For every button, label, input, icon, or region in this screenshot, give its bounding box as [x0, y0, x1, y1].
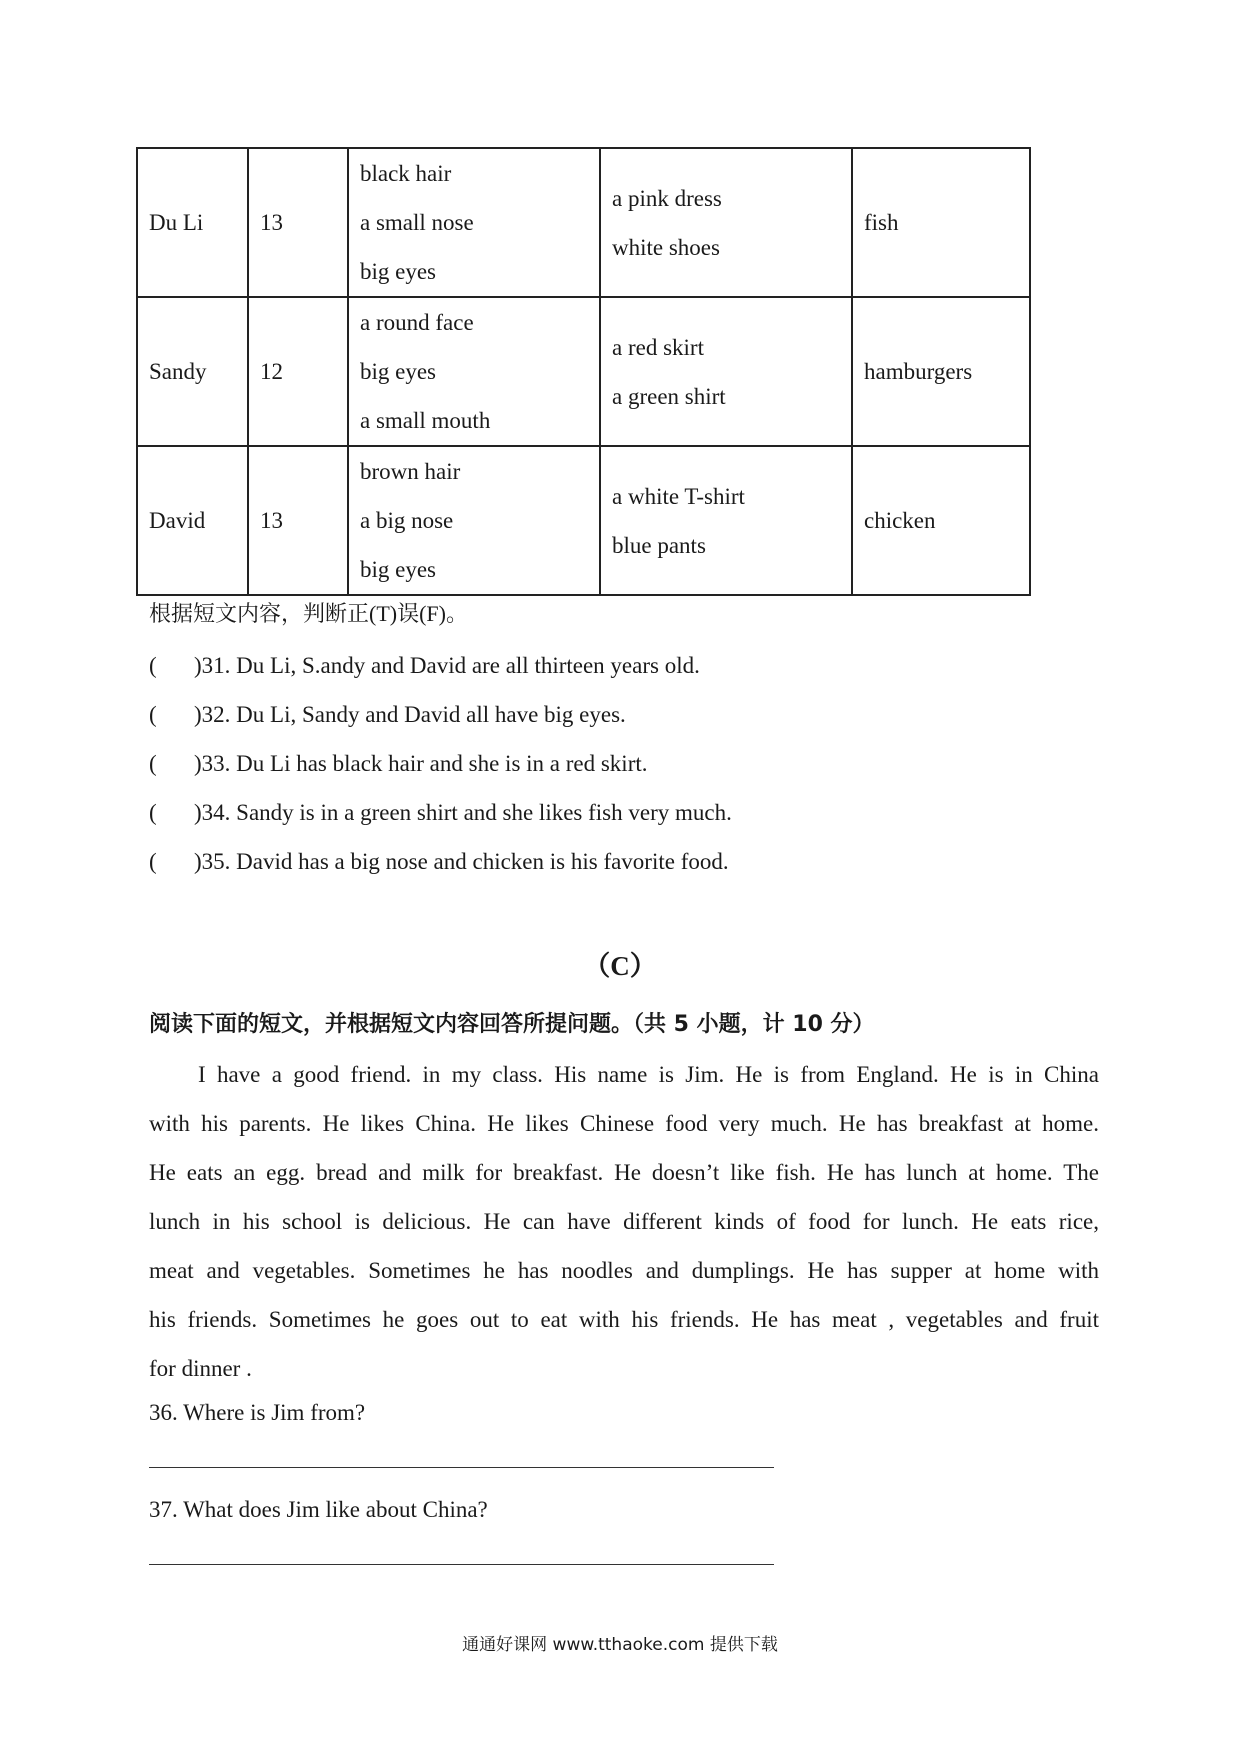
table-cell-name: Sandy [137, 297, 248, 446]
passage-line: with his parents. He likes China. He likes Chinese food very much. He has breakfast at home. [149, 1111, 1099, 1136]
table-cell-clothes [600, 148, 852, 297]
answer-line[interactable] [149, 1564, 774, 1565]
clothes-line: a pink dress [612, 185, 722, 211]
true-false-question [149, 849, 729, 875]
clothes-line: blue pants [612, 532, 706, 558]
table-cell-food: hamburgers [852, 297, 1030, 446]
clothes-line: white shoes [612, 234, 720, 260]
question-text: )32. Du Li, Sandy and David all have big eyes. [194, 702, 626, 727]
table-row [137, 148, 1030, 297]
comprehension-question: 36. Where is Jim from? [149, 1400, 366, 1425]
table-cell-clothes [600, 297, 852, 446]
looks-line: big eyes [360, 259, 437, 284]
reading-passage [149, 1050, 1099, 1393]
passage-line: I have a good friend. in my class. His name is Jim. He is from England. He is in China [198, 1062, 1099, 1087]
table-cell-looks [348, 148, 600, 297]
looks-line: big eyes [360, 557, 437, 582]
task-instruction: 阅读下面的短文，并根据短文内容回答所提问题。（共 5 小题，计 10 分） [149, 1012, 875, 1037]
table-row [137, 297, 1030, 446]
clothes-line: a white T-shirt [612, 483, 745, 509]
table-cell-food: chicken [852, 446, 1030, 595]
answer-bracket[interactable]: ( [149, 849, 157, 874]
section-title: （C） [583, 951, 657, 981]
looks-line: a big nose [360, 508, 454, 533]
true-false-question [149, 800, 732, 826]
page-footer: 通通好课网 www.tthaoke.com 提供下载 [462, 1635, 778, 1655]
table-cell-clothes [600, 446, 852, 595]
answer-bracket[interactable]: ( [149, 800, 157, 825]
true-false-question [149, 751, 648, 777]
table-cell-age: 12 [248, 297, 348, 446]
table-cell-name: Du Li [137, 148, 248, 297]
true-false-question [149, 653, 700, 679]
passage-line: He eats an egg. bread and milk for breakfast. He doesn’t like fish. He has lunch at home. The [149, 1160, 1099, 1185]
looks-line: a small nose [360, 210, 474, 235]
true-false-instruction: 根据短文内容，判断正(T)误(F)。 [149, 601, 468, 626]
clothes-line: a green shirt [612, 383, 726, 409]
passage-line: meat and vegetables. Sometimes he has noodles and dumplings. He has supper at home with [149, 1258, 1099, 1283]
info-table [136, 147, 1031, 596]
table-cell-looks [348, 446, 600, 595]
true-false-question [149, 702, 626, 728]
table-cell-age: 13 [248, 148, 348, 297]
question-text: )31. Du Li, S.andy and David are all thirteen years old. [194, 653, 700, 678]
passage-line: for dinner . [149, 1356, 252, 1381]
looks-line: big eyes [360, 359, 437, 384]
question-text: )33. Du Li has black hair and she is in a red skirt. [194, 751, 648, 776]
question-text: )34. Sandy is in a green shirt and she likes fish very much. [194, 800, 732, 825]
clothes-line: a red skirt [612, 334, 704, 360]
table-cell-food: fish [852, 148, 1030, 297]
table-cell-name: David [137, 446, 248, 595]
question-text: )35. David has a big nose and chicken is his favorite food. [194, 849, 729, 874]
comprehension-question: 37. What does Jim like about China? [149, 1497, 488, 1522]
answer-bracket[interactable]: ( [149, 751, 157, 776]
answer-bracket[interactable]: ( [149, 653, 157, 678]
table-cell-age: 13 [248, 446, 348, 595]
looks-line: black hair [360, 161, 452, 186]
looks-line: a small mouth [360, 408, 491, 433]
passage-line: lunch in his school is delicious. He can have different kinds of food for lunch. He eats rice, [149, 1209, 1099, 1234]
answer-bracket[interactable]: ( [149, 702, 157, 727]
table-row [137, 446, 1030, 595]
answer-line[interactable] [149, 1467, 774, 1468]
passage-line: his friends. Sometimes he goes out to eat with his friends. He has meat , vegetables and fruit [149, 1307, 1099, 1332]
table-cell-looks [348, 297, 600, 446]
looks-line: brown hair [360, 459, 461, 484]
looks-line: a round face [360, 310, 474, 335]
